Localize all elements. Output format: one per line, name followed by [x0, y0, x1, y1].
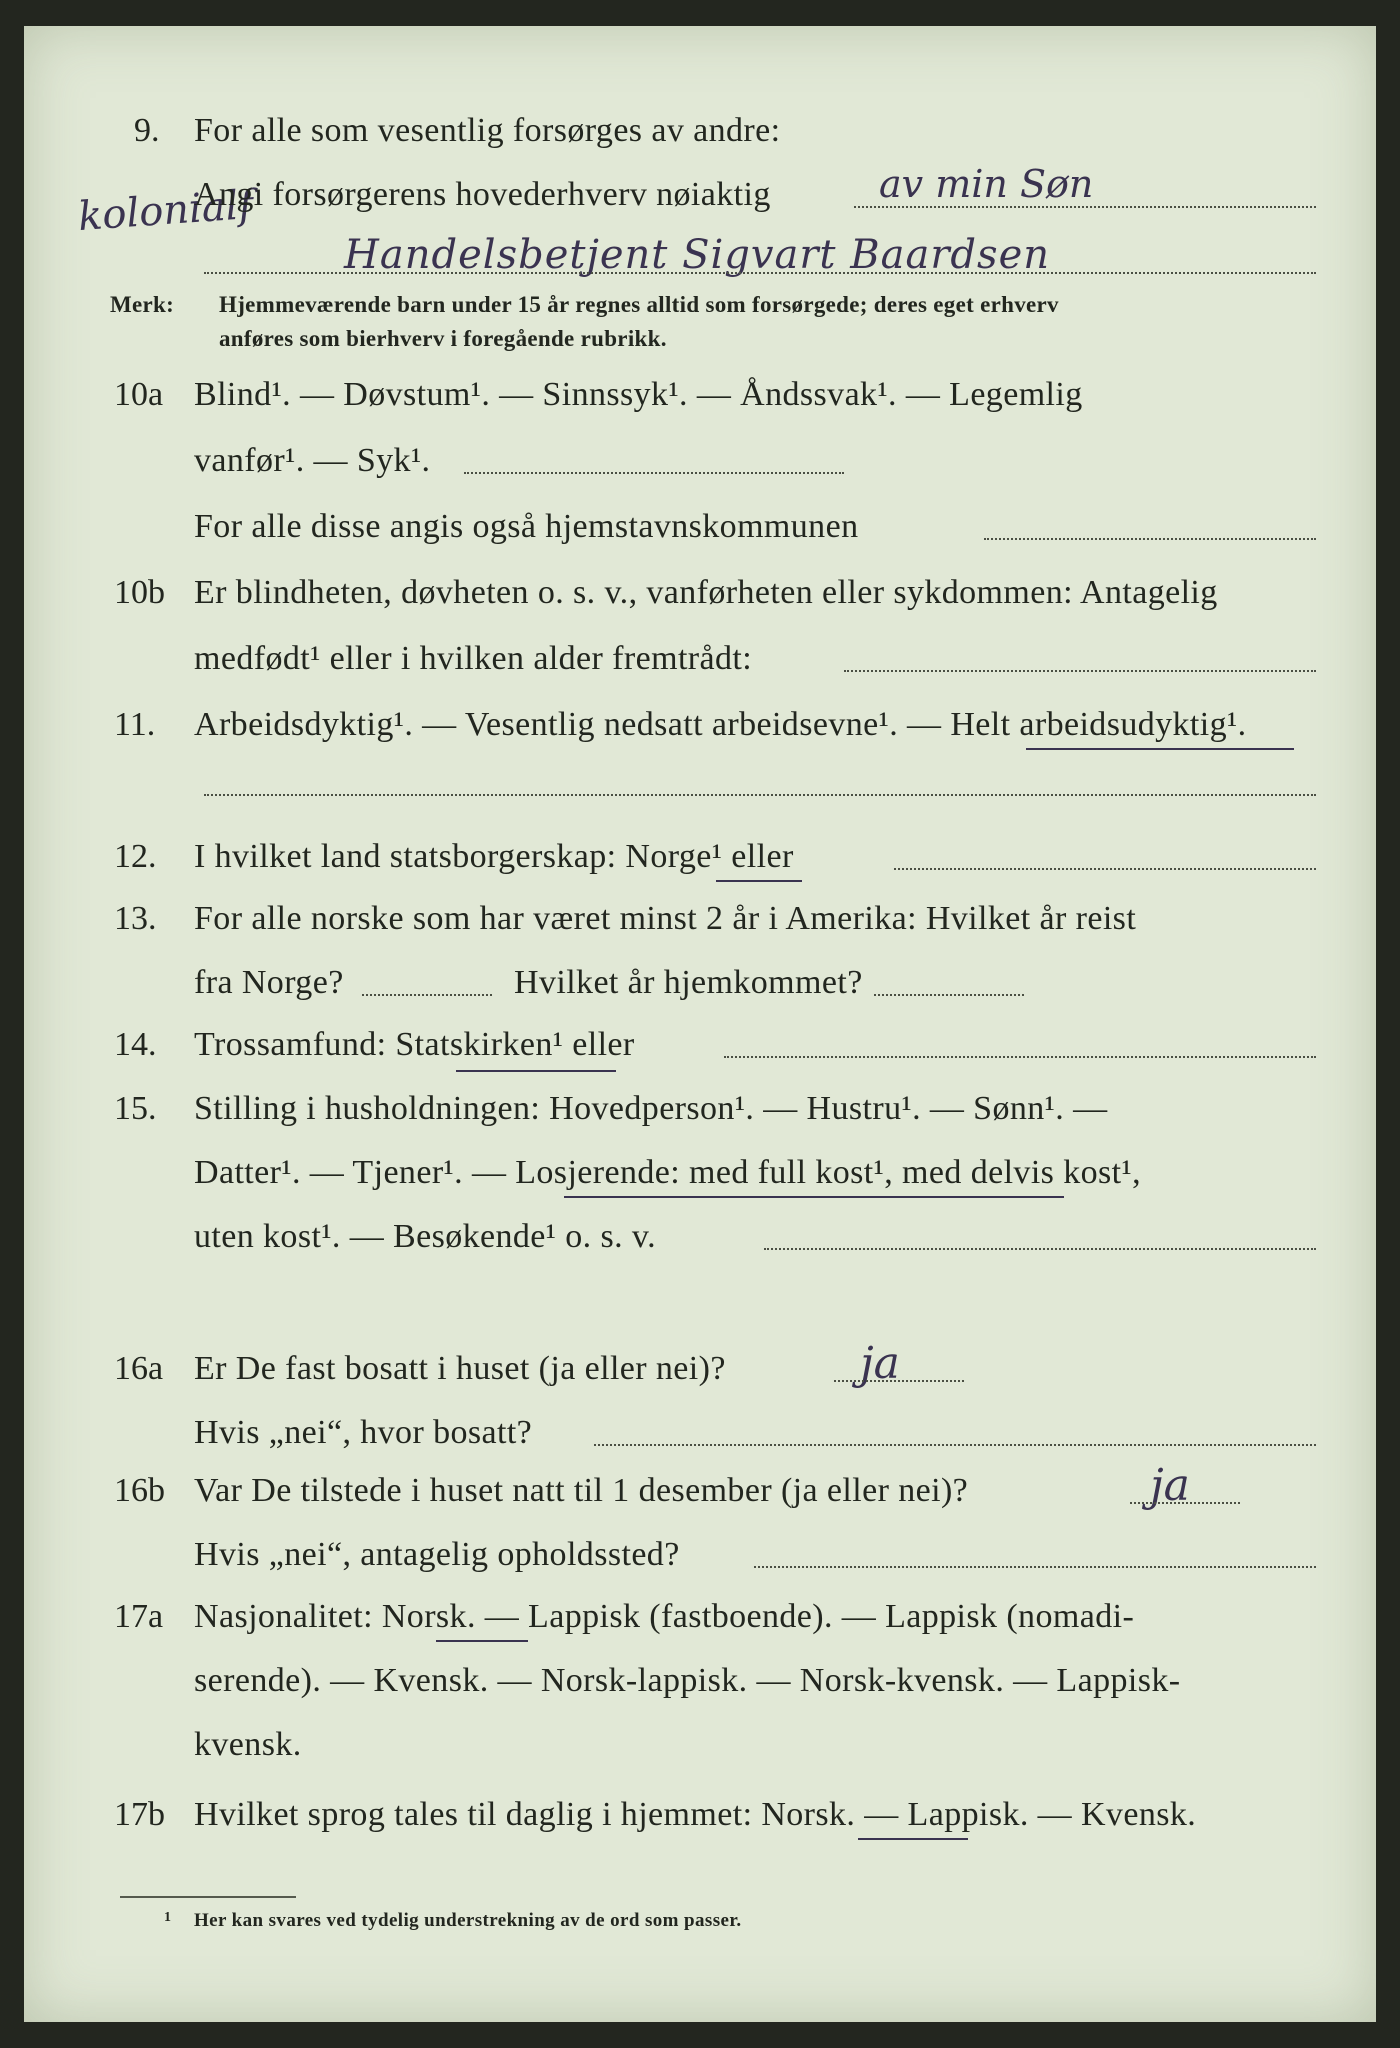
- handwritten-answer: ja: [1150, 1460, 1190, 1511]
- footnote-text: Her kan svares ved tydelig understrekning av de ord som passer.: [194, 1910, 742, 1931]
- footnote-rule: [120, 1896, 296, 1898]
- answer-line: [764, 1248, 1316, 1250]
- q17a-text-line2: serende). — Kvensk. — Norsk-lappisk. — Norsk-kvensk. — Lappisk-: [194, 1662, 1181, 1699]
- footnote-mark: 1: [164, 1910, 172, 1925]
- q15-text-line2: Datter¹. — Tjener¹. — Losjerende: med full kost¹, med delvis kost¹,: [194, 1154, 1141, 1191]
- q13-text-line2a: fra Norge?: [194, 964, 344, 1001]
- q15-text-line3: uten kost¹. — Besøkende¹ o. s. v.: [194, 1218, 657, 1255]
- question-number: 12.: [114, 838, 157, 875]
- q10a-text-line3: For alle disse angis også hjemstavnskommunen: [194, 508, 859, 545]
- q10a-text-line2: vanfør¹. — Syk¹.: [194, 442, 431, 479]
- question-number: 10b: [114, 574, 165, 611]
- question-number: 11.: [114, 706, 156, 743]
- answer-line: [894, 868, 1316, 870]
- q9-text-line1: For alle som vesentlig forsørges av andre:: [194, 112, 781, 149]
- answer-line: [754, 1566, 1316, 1568]
- question-number: 16a: [114, 1350, 164, 1387]
- handwritten-underline: [564, 1196, 1064, 1198]
- q13-text-line2b: Hvilket år hjemkommet?: [514, 964, 863, 1001]
- q15-text-line1: Stilling i husholdningen: Hovedperson¹. — Hustru¹. — Sønn¹. —: [194, 1090, 1108, 1127]
- answer-line: [874, 994, 1024, 996]
- answer-line: [594, 1444, 1316, 1446]
- question-number: 16b: [114, 1472, 165, 1509]
- q17b-text: Hvilket sprog tales til daglig i hjemmet: Norsk. — Lappisk. — Kvensk.: [194, 1796, 1197, 1833]
- handwritten-margin-note: kolonialf: [76, 181, 255, 241]
- handwritten-underline: [1026, 748, 1294, 750]
- note-label: Merk:: [110, 292, 175, 317]
- answer-line: [1130, 1502, 1240, 1504]
- q17a-text-line1: Nasjonalitet: Norsk. — Lappisk (fastboende). — Lappisk (nomadi-: [194, 1598, 1135, 1635]
- handwritten-underline: [436, 1640, 528, 1642]
- answer-line: [984, 538, 1316, 540]
- q13-text-line1: For alle norske som har været minst 2 år i Amerika: Hvilket år reist: [194, 900, 1137, 937]
- q12-text: I hvilket land statsborgerskap: Norge¹ eller: [194, 838, 794, 875]
- answer-line: [724, 1056, 1316, 1058]
- q9-text-line2: Angi forsørgerens hovederhverv nøiaktig: [194, 176, 771, 213]
- answer-line: [854, 206, 1316, 208]
- question-number: 13.: [114, 900, 157, 937]
- handwritten-answer: Handelsbetjent Sigvart Baardsen: [344, 232, 1050, 278]
- q17a-text-line3: kvensk.: [194, 1726, 302, 1763]
- note-text-line1: Hjemmeværende barn under 15 år regnes alltid som forsørgede; deres eget erhverv: [219, 292, 1059, 317]
- answer-line: [834, 1380, 964, 1382]
- answer-line: [362, 994, 492, 996]
- handwritten-answer: ja: [860, 1338, 900, 1389]
- question-number: 15.: [114, 1090, 157, 1127]
- answer-line: [464, 472, 844, 474]
- q16a-text-line2: Hvis „nei“, hvor bosatt?: [194, 1414, 533, 1451]
- question-number: 10a: [114, 376, 164, 413]
- question-number: 17a: [114, 1598, 164, 1635]
- q11-text: Arbeidsdyktig¹. — Vesentlig nedsatt arbeidsevne¹. — Helt arbeidsudyktig¹.: [194, 706, 1247, 743]
- answer-line: [204, 272, 1316, 274]
- q10b-text-line2: medfødt¹ eller i hvilken alder fremtrådt:: [194, 640, 753, 677]
- question-number: 14.: [114, 1026, 157, 1063]
- note-text-line2: anføres som bierhverv i foregående rubrikk.: [219, 326, 667, 351]
- q16b-text-line2: Hvis „nei“, antagelig opholdssted?: [194, 1536, 680, 1573]
- q16a-text-line1: Er De fast bosatt i huset (ja eller nei)?: [194, 1350, 726, 1387]
- handwritten-underline: [456, 1070, 616, 1072]
- q10a-text-line1: Blind¹. — Døvstum¹. — Sinnssyk¹. — Åndssvak¹. — Legemlig: [194, 376, 1083, 413]
- census-form-page: [24, 26, 1376, 2022]
- question-number: 17b: [114, 1796, 165, 1833]
- q16b-text-line1: Var De tilstede i huset natt til 1 desember (ja eller nei)?: [194, 1472, 969, 1509]
- handwritten-underline: [716, 880, 802, 882]
- answer-line: [204, 794, 1316, 796]
- q14-text: Trossamfund: Statskirken¹ eller: [194, 1026, 635, 1063]
- question-number: 9.: [134, 112, 160, 149]
- q10b-text-line1: Er blindheten, døvheten o. s. v., vanførheten eller sykdommen: Antagelig: [194, 574, 1218, 611]
- answer-line: [844, 670, 1316, 672]
- handwritten-underline: [858, 1838, 968, 1840]
- handwritten-answer: av min Søn: [879, 162, 1094, 206]
